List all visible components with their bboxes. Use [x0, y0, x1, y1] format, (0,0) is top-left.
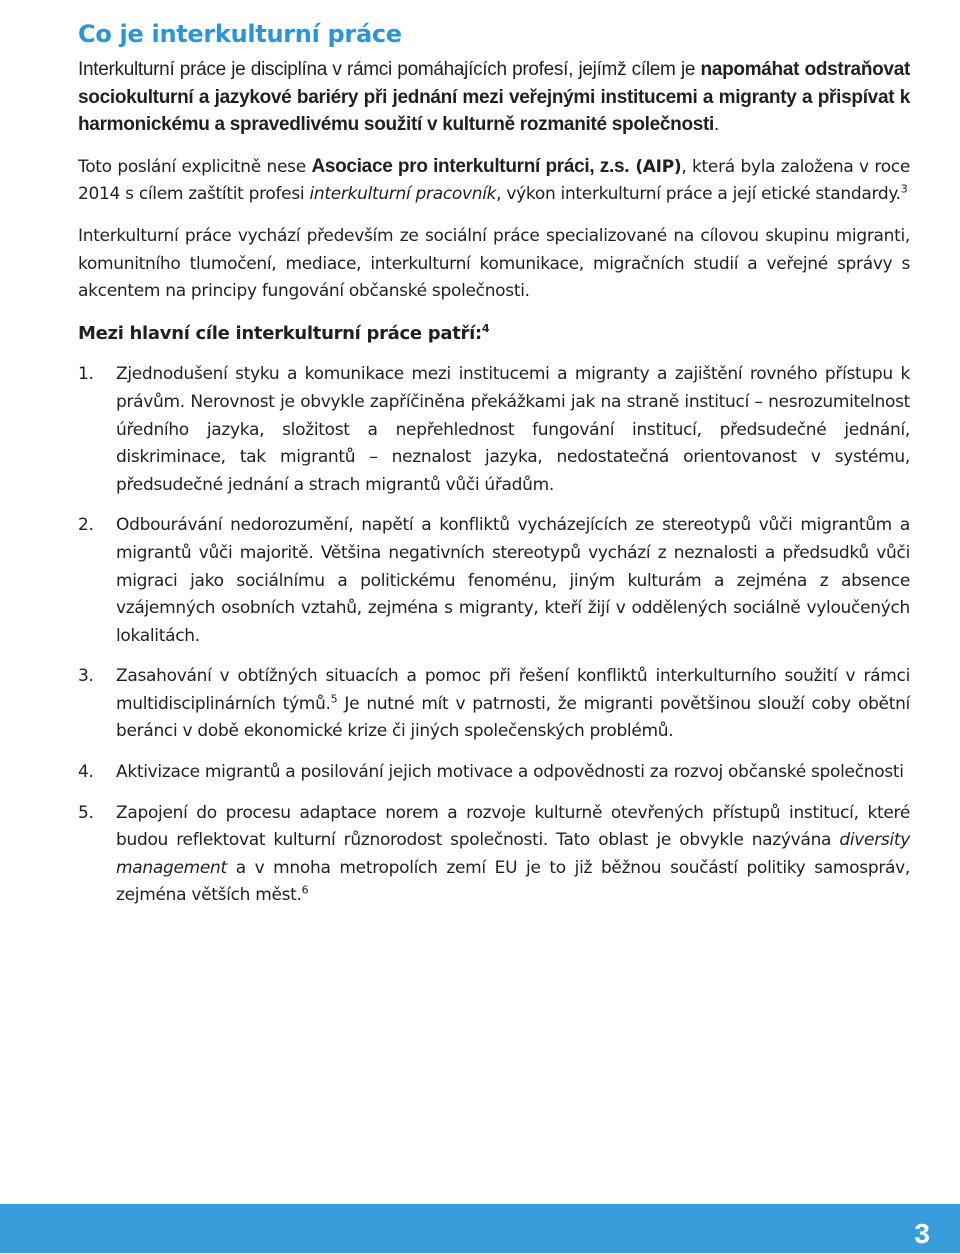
list-text	[116, 759, 910, 787]
list-number: 3.	[78, 666, 94, 687]
footnote-ref: 3	[900, 182, 908, 196]
footnote-ref: 4	[481, 321, 490, 335]
org-name: Asociace pro interkulturní práci, z.s.	[311, 155, 630, 177]
list-text-a: Zapojení do procesu adaptace norem a rozvoje kulturně otevřených přístupů institucí, které budou reflektovat kulturní různorodost společnosti. Tato oblast je obvykle nazývána	[116, 802, 910, 851]
page-number: 3	[914, 1218, 930, 1249]
list-text-a: Zjednodušení styku a komunikace mezi institucemi a migranty a zajištění rovného přístupu k právům. Nerovnost je obvykle zapříčiněna překážkami jak na straně institucí – nesrozumitelnost úředního jazyka, složitost a nepřehlednost fungování institucí, předsudečné jednání, diskriminace, tak migrantů – neznalost jazyka, nedostatečná orientovanost v systému, předsudečné jednání a strach migrantů vůči úřadům.	[116, 364, 910, 495]
footnote-ref: 6	[301, 883, 309, 897]
goals-list	[78, 361, 910, 910]
mission-prefix: Toto poslání explicitně nese	[78, 156, 312, 177]
intro-paragraph	[78, 56, 910, 139]
profession-name: interkulturní pracovník	[309, 184, 497, 205]
mission-text-b: , výkon interkulturní práce a její etické standardy.	[496, 184, 901, 205]
intro-bold-text: napomáhat odstraňovat sociokulturní a jazykové bariéry při jednání mezi veřejnými institucemi a migranty a přispívat k harmonickému a spravedlivému soužití v kulturně rozmanité společnosti	[78, 59, 910, 136]
org-abbr: (AIP)	[629, 156, 682, 177]
mission-text-a: , která byla založena v roce 2014 s cílem zaštítit profesi	[78, 156, 910, 205]
list-text-b: Je nutné mít v patrnosti, že migranti povětšinou slouží coby obětní beránci v době ekonomické krize či jiných společenských problémů.	[116, 693, 910, 742]
mission-paragraph	[78, 153, 910, 209]
intro-end: .	[714, 114, 720, 136]
basis-paragraph: Interkulturní práce vychází především ze sociální práce specializované na cílovou skupinu migranti, komunitního tlumočení, mediace, interkulturní komunikace, migračních studií a veřejné správy s akcentem na principy fungování občanské společnosti.	[78, 225, 910, 302]
goals-heading	[78, 320, 910, 348]
document-body	[78, 56, 910, 923]
list-text	[116, 663, 910, 746]
list-number: 5.	[78, 802, 94, 823]
footnote-ref: 5	[330, 692, 338, 706]
list-text-emphasis: diversity management	[116, 830, 910, 878]
list-text-b: a v mnoha metropolích zemí EU je to již běžnou součástí politiky samospráv, zejména větších měst.	[116, 857, 910, 906]
list-text-a: Zasahování v obtížných situacích a pomoc při řešení konfliktů interkulturního soužití v rámci multidisciplinárních týmů.	[116, 666, 910, 714]
list-text	[116, 512, 910, 650]
list-item	[78, 663, 910, 746]
list-item	[78, 759, 910, 787]
page-title: Co je interkulturní práce	[78, 20, 402, 49]
list-item	[78, 800, 910, 910]
list-number: 4.	[78, 762, 94, 783]
list-number: 1.	[78, 364, 94, 385]
list-item	[78, 361, 910, 499]
intro-lead-text: Interkulturní práce je disciplína v rámci pomáhajících profesí, jejímž cílem je	[78, 59, 701, 80]
list-item	[78, 512, 910, 650]
list-text-a: Odbourávání nedorozumění, napětí a konfliktů vycházejících ze stereotypů vůči migrantům a migrantů vůči majoritě. Většina negativních stereotypů vychází z neznalosti a předsudků vůči migraci jako sociálnímu a politickému fenoménu, jiným kulturám a zejména z absence vzájemných osobních vztahů, zejména s migranty, kteří žijí v oddělených sociálně vyloučených lokalitách.	[116, 515, 910, 646]
goals-heading-text: Mezi hlavní cíle interkulturní práce patří:	[78, 322, 482, 344]
list-number: 2.	[78, 515, 94, 536]
footer-band	[0, 1204, 960, 1253]
list-text	[116, 361, 910, 499]
list-text	[116, 800, 910, 910]
list-text-a: Aktivizace migrantů a posilování jejich motivace a odpovědnosti za rozvoj občanské společnosti	[116, 762, 904, 783]
